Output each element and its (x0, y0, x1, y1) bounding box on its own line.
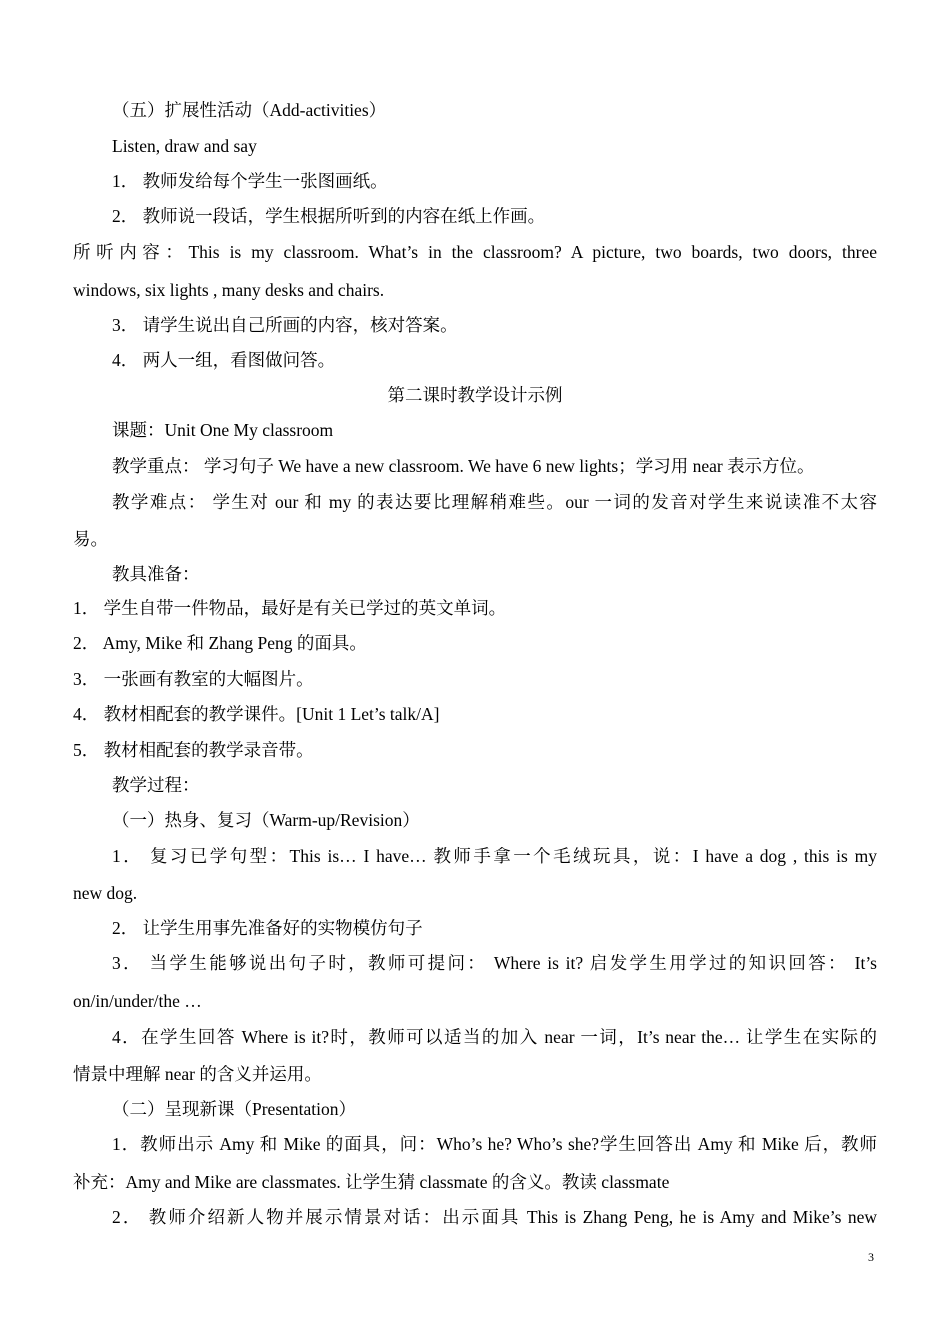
paragraph-line: 2． 教师介绍新人物并展示情景对话：出示面具 This is Zhang Peng, he is Amy and Mike’s new (112, 1207, 877, 1227)
section-heading-presentation: （二）呈现新课（Presentation） (112, 1099, 357, 1119)
paragraph-line: new dog. (73, 883, 138, 903)
section-heading-add-activities: （五）扩展性活动（Add-activities） (112, 100, 387, 120)
list-item: 5． 教材相配套的教学录音带。 (73, 740, 314, 760)
section-heading-warmup: （一）热身、复习（Warm-up/Revision） (112, 810, 420, 830)
materials-heading: 教具准备： (112, 564, 200, 584)
difficult-points: 教学难点： 学生对 our 和 my 的表达要比理解稍难些。our 一词的发音对学生来说读准不太容 (112, 492, 877, 512)
process-heading: 教学过程： (112, 775, 200, 795)
activity-title: Listen, draw and say (112, 136, 257, 156)
paragraph-line: 4．在学生回答 Where is it?时，教师可以适当的加入 near 一词，It’s near the… 让学生在实际的 (112, 1027, 877, 1047)
list-item: 1． 教师发给每个学生一张图画纸。 (112, 171, 388, 191)
list-item: 4． 两人一组，看图做问答。 (112, 350, 336, 370)
paragraph-line: on/in/under/the … (73, 991, 202, 1011)
lesson-topic: 课题：Unit One My classroom (112, 420, 334, 440)
paragraph-line: 情景中理解 near 的含义并运用。 (73, 1064, 322, 1084)
list-item: 2． Amy, Mike 和 Zhang Peng 的面具。 (73, 633, 367, 653)
paragraph-line: 补充：Amy and Mike are classmates. 让学生猜 classmate 的含义。教读 classmate (73, 1172, 670, 1192)
list-item: 2． 让学生用事先准备好的实物模仿句子 (112, 918, 423, 938)
list-item: 2． 教师说一段话，学生根据所听到的内容在纸上作画。 (112, 206, 546, 226)
paragraph-line: 所听内容：This is my classroom. What’s in the classroom? A picture, two boards, two doors, three (73, 242, 877, 262)
list-item: 3． 请学生说出自己所画的内容，核对答案。 (112, 315, 458, 335)
paragraph-line: 1． 复习已学句型：This is… I have… 教师手拿一个毛绒玩具，说：I have a dog , this is my (112, 846, 877, 866)
list-item: 4． 教材相配套的教学课件。[Unit 1 Let’s talk/A] (73, 704, 440, 724)
paragraph-line: 易。 (73, 529, 108, 549)
paragraph-line: 1．教师出示 Amy 和 Mike 的面具，问：Who’s he? Who’s she?学生回答出 Amy 和 Mike 后，教师 (112, 1134, 877, 1154)
page-number: 3 (868, 1250, 874, 1264)
paragraph-line: windows, six lights , many desks and chairs. (73, 280, 385, 300)
paragraph-line: 3． 当学生能够说出句子时，教师可提问： Where is it? 启发学生用学过的知识回答： It’s (112, 953, 877, 973)
list-item: 3． 一张画有教室的大幅图片。 (73, 669, 314, 689)
lesson-heading: 第二课时教学设计示例 (387, 385, 563, 405)
list-item: 1． 学生自带一件物品，最好是有关已学过的英文单词。 (73, 598, 507, 618)
key-points: 教学重点： 学习句子 We have a new classroom. We have 6 new lights；学习用 near 表示方位。 (112, 456, 815, 476)
